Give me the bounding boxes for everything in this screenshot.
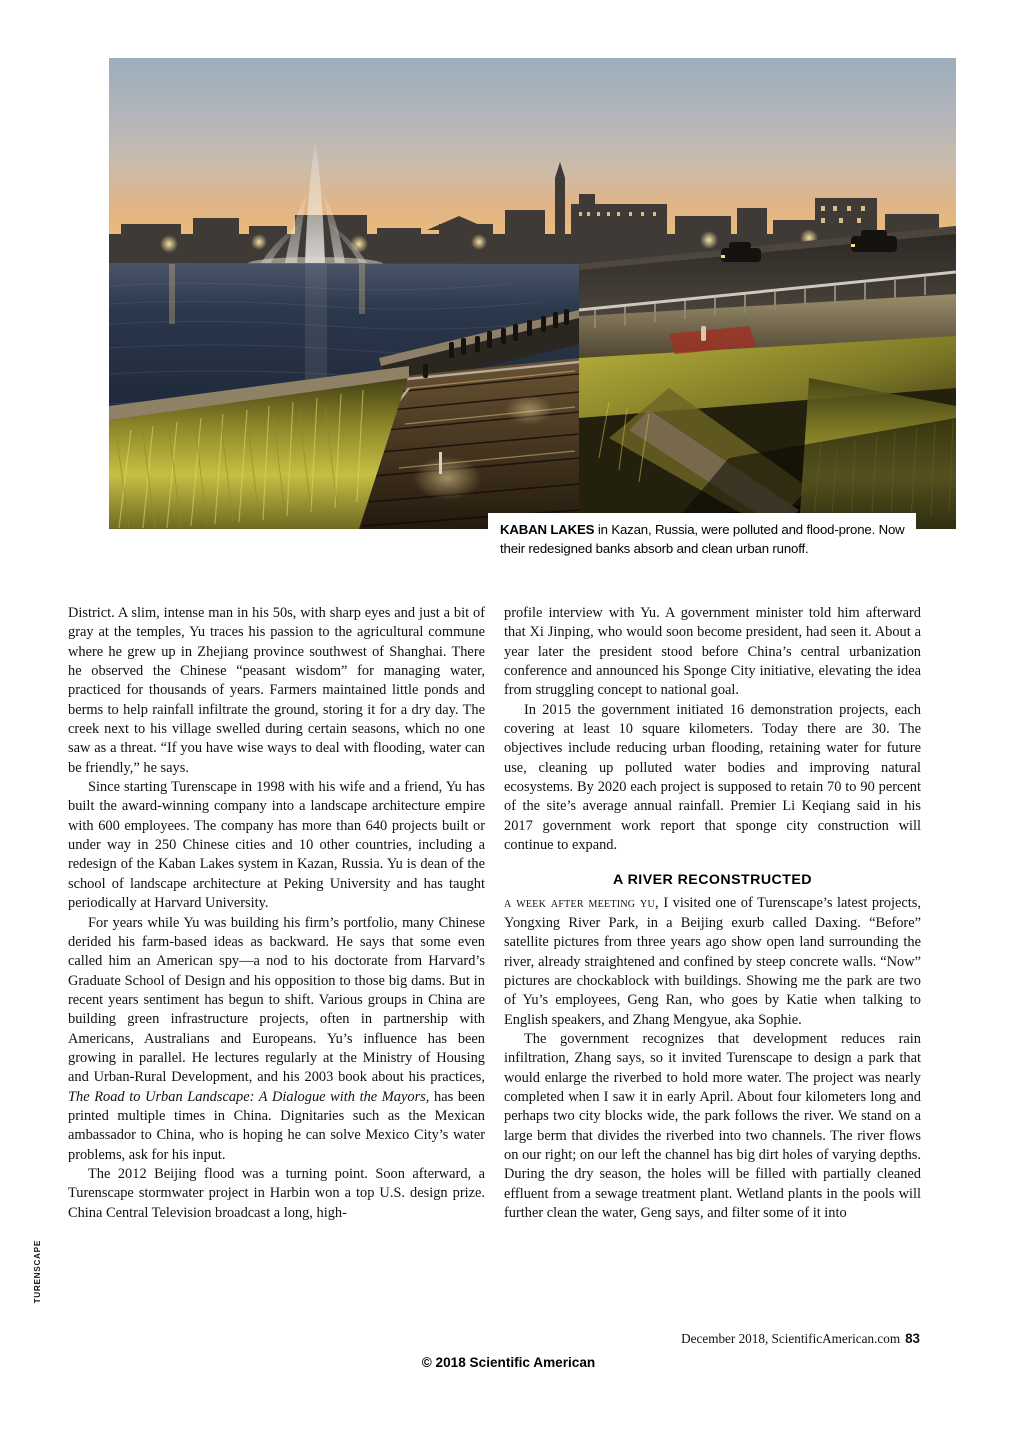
left-text-column <box>68 604 485 1223</box>
smallcaps-lead-in: a week after meeting yu, <box>504 895 659 912</box>
section-heading: A RIVER RECONSTRUCTED <box>613 872 812 889</box>
folio <box>681 1331 920 1347</box>
photo-caption <box>488 513 916 558</box>
article-photo <box>109 58 956 529</box>
photo-credit: TURENSCAPE <box>33 1240 42 1304</box>
paragraph-district: District. A slim, intense man in his 50s, with sharp eyes and just a bit of gray at the temples, Yu traces his passion to the agricultural commune where he grew up in Zhejiang province southwest of Shanghai. There he observed the Chinese “peasant wisdom” for managing water, practiced for thousands of years. Farmers maintained little ponds and berms to help rainfall infiltrate the ground, storing it for a dry day. The creek next to his village swelled during certain seasons, which no one saw as a threat. “If you have wise ways to deal with flooding, water can be friendly,” he says. <box>68 605 485 776</box>
paragraph-river-park <box>504 894 921 1029</box>
paragraph-demonstration-projects: In 2015 the government initiated 16 demonstration projects, each covering at least 10 square kilometers. Today there are 30. The objectives include reducing urban flooding, retaining water for future use, cleaning up polluted water bodies and improving natural ecosystems. By 2020 each project is supposed to retain 70 to 90 percent of the site’s average annual rainfall. Premier Li Keqiang said in his 2017 government work report that sponge city construction will continue to expand. <box>504 701 921 854</box>
paragraph-beijing-flood: The 2012 Beijing flood was a turning point. Soon afterward, a Turenscape stormwater project in Harbin won a top U.S. design prize. China Central Television broadcast a long, high- <box>68 1165 485 1221</box>
book-title: The Road to Urban Landscape: A Dialogue with the Mayors, <box>68 1088 430 1105</box>
paragraph-portfolio-before: For years while Yu was building his firm’s portfolio, many Chinese derided his farm-based ideas as backward. He says that some even called him an American spy—a nod to his doctorate from Harvard’s Graduate School of Design and his opposition to those big dams. But in recent years sentiment has begun to shift. Various groups in China are building green infrastructure projects, often in partnership with Americans, Australians and Europeans. Yu’s influence has been growing in parallel. He lectures regularly at the Ministry of Housing and Urban-Rural Development, and his 2003 book about his practices, <box>68 914 485 1086</box>
paragraph-riverbed-design: The government recognizes that development reduces rain infiltration, Zhang says, so it invited Turenscape to design a park that would enlarge the riverbed to hold more water. The project was nearly completed when I saw it in early April. About four kilometers long and perhaps two city blocks wide, the park follows the river. We stand on a large berm that divides the riverbed into two channels. The river flows on our right; on our left the channel has big dirt holes of varying depths. During the dry season, the holes will be filled with partially cleaned effluent from a sewage treatment plant. Wetland plants in the pools will further clean the water, Geng says, and filter some of it into <box>504 1030 921 1221</box>
page-number: 83 <box>905 1331 920 1346</box>
copyright-line: © 2018 Scientific American <box>421 1355 596 1370</box>
paragraph-profile-interview: profile interview with Yu. A government minister told him afterward that Xi Jinping, who would soon become president, had seen it. About a year later the president stood before China’s central urbanization conference and announced his Sponge City initiative, elevating the idea from struggling concept to national goal. <box>504 605 921 699</box>
body-columns <box>68 604 921 1304</box>
photo-illustration <box>109 58 956 529</box>
folio-text: December 2018, ScientificAmerican.com <box>681 1331 901 1346</box>
right-text-column <box>504 604 921 1223</box>
photo-caption-rest: in Kazan, Russia, were polluted and flood-prone. Now their redesigned banks absorb and clean urban runoff. <box>500 522 905 556</box>
paragraph-turenscape-founding: Since starting Turenscape in 1998 with his wife and a friend, Yu has built the award-winning company into a landscape architecture empire with 600 employees. The company has more than 640 projects built or under way in 250 Chinese cities and 10 other countries, including a redesign of the Kaban Lakes system in Kazan, Russia. Yu is dean of the school of landscape architecture at Peking University and has taught periodically at Harvard University. <box>68 779 485 912</box>
paragraph-portfolio-after: has been printed multiple times in China. Dignitaries such as the Mexican ambassador to China, who is hoping he can solve Mexico City’s water problems, ask for his input. <box>68 1088 485 1163</box>
photo-caption-text <box>500 521 916 558</box>
dock-figure <box>423 364 428 378</box>
paragraph-portfolio <box>68 914 485 1165</box>
photo-caption-lead: KABAN LAKES <box>500 522 595 537</box>
paragraph-river-park-text: I visited one of Turenscape’s latest projects, Yongxing River Park, in a Beijing exurb called Daxing. “Before” satellite pictures from three years ago show open land surrounding the river, already straightened and confined by steep concrete walls. “Now” pictures are chockablock with buildings. Showing me the park are two of Yu’s employees, Geng Ran, who goes by Katie when talking to English speakers, and Zhang Mengyue, aka Sophie. <box>504 895 921 1028</box>
